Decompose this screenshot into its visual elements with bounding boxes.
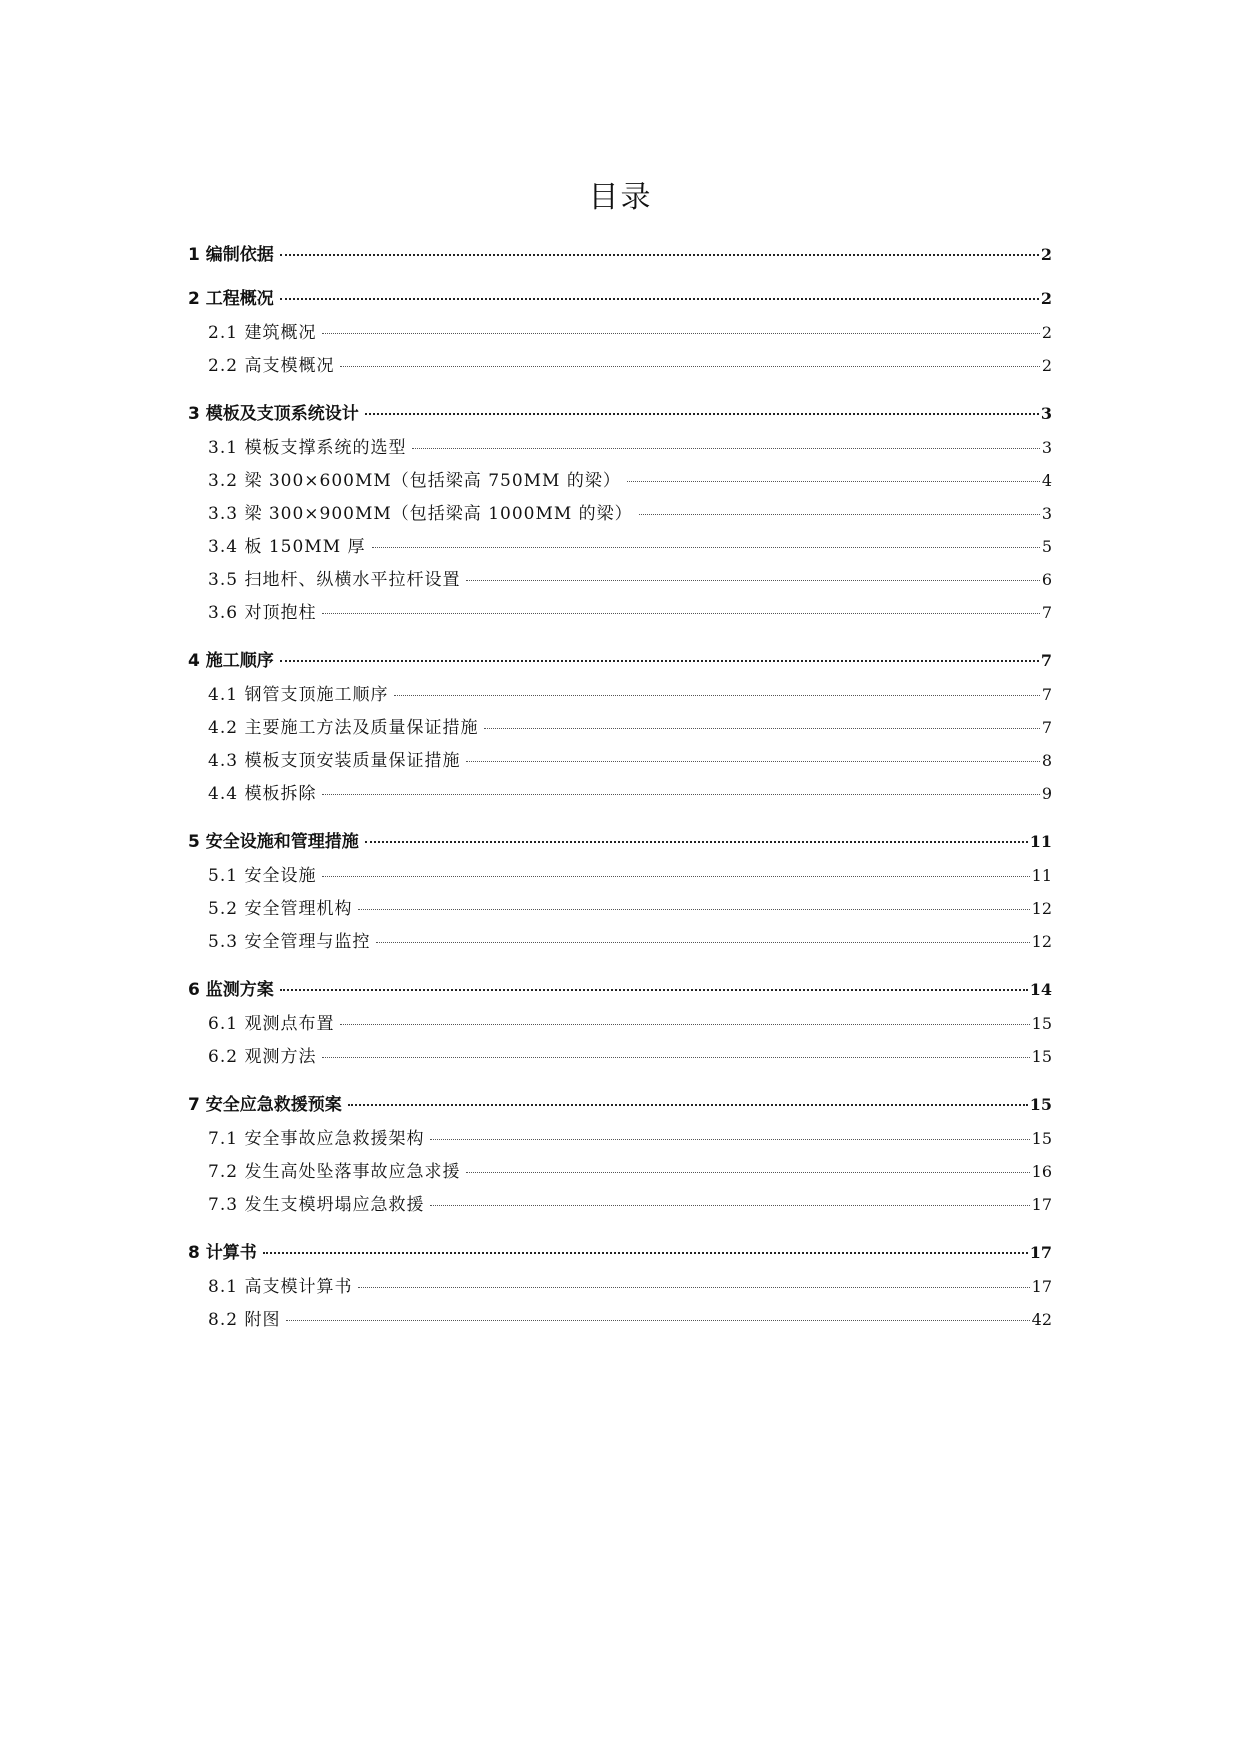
toc-page-number: 4 [1041,471,1052,490]
toc-dot-leader [358,1287,1029,1288]
toc-dot-leader [280,254,1039,256]
toc-entry-title: 2 工程概况 [188,289,274,309]
toc-page-number: 5 [1041,537,1052,556]
toc-page-number: 2 [1041,356,1052,375]
toc-entry-title: 6.2 观测方法 [208,1047,317,1067]
toc-page-number: 7 [1041,718,1052,737]
toc-dot-leader [358,909,1029,910]
toc-entry-title: 4.2 主要施工方法及质量保证措施 [208,718,479,738]
toc-page-number: 17 [1031,1277,1052,1296]
toc-entry-title: 5.1 安全设施 [208,866,317,886]
toc-dot-leader [280,298,1039,300]
toc-page-number: 15 [1031,1047,1052,1066]
toc-entry-title: 4.1 钢管支顶施工顺序 [208,685,389,705]
toc-page-number: 8 [1041,751,1052,770]
toc-page-number: 17 [1031,1195,1052,1214]
toc-entry-title: 4 施工顺序 [188,651,274,671]
toc-dot-leader [322,1057,1029,1058]
toc-section-entry[interactable] [188,713,1052,746]
toc-entry-title: 8.2 附图 [208,1310,281,1330]
toc-entry-title: 5.2 安全管理机构 [208,899,353,919]
toc-page-number: 2 [1041,323,1052,342]
toc-entry-title: 7.2 发生高处坠落事故应急求援 [208,1162,461,1182]
toc-page-number: 42 [1031,1310,1052,1329]
toc-entry-title: 3.1 模板支撑系统的选型 [208,438,407,458]
toc-entry-title: 6 监测方案 [188,980,274,1000]
toc-entry-title: 1 编制依据 [188,245,274,265]
toc-chapter-entry[interactable] [188,646,1052,675]
page-title: 目录 [588,180,653,215]
toc-entry-title: 7.1 安全事故应急救援架构 [208,1129,425,1149]
toc-section-entry[interactable] [188,1190,1052,1223]
toc-dot-leader [394,695,1039,696]
toc-entry-title: 4.4 模板拆除 [208,784,317,804]
toc-dot-leader [484,728,1039,729]
toc-section-entry[interactable] [188,565,1052,598]
toc-section-entry[interactable] [188,499,1052,532]
toc-entry-title: 8.1 高支模计算书 [208,1277,353,1297]
toc-section-entry[interactable] [188,1124,1052,1157]
toc-page-number: 3 [1040,404,1052,423]
toc-dot-leader [280,660,1039,662]
toc-dot-leader [280,989,1028,991]
toc-section-entry[interactable] [188,1305,1052,1338]
toc-section-entry[interactable] [188,861,1052,894]
toc-page-number: 15 [1031,1129,1052,1148]
toc-page-number: 15 [1031,1014,1052,1033]
toc-section-entry[interactable] [188,466,1052,499]
toc-entry-title: 3.4 板 150MM 厚 [208,537,366,557]
toc-chapter-entry[interactable] [188,399,1052,428]
toc-entry-title: 3.2 梁 300×600MM（包括梁高 750MM 的梁） [208,471,621,491]
toc-section-entry[interactable] [188,318,1052,351]
toc-dot-leader [627,481,1040,482]
toc-page-number: 7 [1041,685,1052,704]
toc-section-entry[interactable] [188,746,1052,779]
toc-dot-leader [430,1139,1029,1140]
toc-dot-leader [340,366,1039,367]
toc-dot-leader [322,333,1039,334]
toc-dot-leader [466,761,1039,762]
toc-entry-title: 2.2 高支模概况 [208,356,335,376]
toc-section-entry[interactable] [188,433,1052,466]
toc-dot-leader [430,1205,1029,1206]
toc-entry-title: 2.1 建筑概况 [208,323,317,343]
toc-page-number: 9 [1041,784,1052,803]
toc-dot-leader [348,1104,1028,1106]
toc-section-entry[interactable] [188,1042,1052,1075]
toc-section-entry[interactable] [188,927,1052,960]
toc-entry-title: 6.1 观测点布置 [208,1014,335,1034]
toc-section-entry[interactable] [188,1272,1052,1305]
toc-chapter-entry[interactable] [188,975,1052,1004]
toc-chapter-entry[interactable] [188,1238,1052,1267]
toc-dot-leader [365,413,1039,415]
toc-dot-leader [376,942,1029,943]
toc-section-entry[interactable] [188,779,1052,812]
table-of-contents [188,240,1052,1338]
toc-page-number: 12 [1031,932,1052,951]
toc-section-entry[interactable] [188,351,1052,384]
toc-section-entry[interactable] [188,894,1052,927]
toc-entry-title: 7 安全应急救援预案 [188,1095,342,1115]
toc-page-number: 7 [1040,651,1052,670]
toc-section-entry[interactable] [188,1157,1052,1190]
toc-page-number: 11 [1029,832,1052,851]
toc-page-number: 2 [1040,289,1052,308]
toc-dot-leader [340,1024,1029,1025]
toc-page-number: 3 [1041,438,1052,457]
toc-chapter-entry[interactable] [188,284,1052,313]
toc-page-number: 2 [1040,245,1052,264]
toc-page-number: 12 [1031,899,1052,918]
toc-page-number: 7 [1041,603,1052,622]
toc-section-entry[interactable] [188,598,1052,631]
toc-page-number: 17 [1029,1243,1052,1262]
toc-entry-title: 7.3 发生支模坍塌应急救援 [208,1195,425,1215]
toc-dot-leader [372,547,1040,548]
toc-chapter-entry[interactable] [188,1090,1052,1119]
toc-dot-leader [263,1252,1028,1254]
toc-page-number: 11 [1031,866,1052,885]
toc-entry-title: 3.3 梁 300×900MM（包括梁高 1000MM 的梁） [208,504,633,524]
toc-dot-leader [412,448,1039,449]
toc-entry-title: 3.5 扫地杆、纵横水平拉杆设置 [208,570,461,590]
toc-dot-leader [466,580,1039,581]
toc-page-number: 16 [1031,1162,1052,1181]
toc-entry-title: 3.6 对顶抱柱 [208,603,317,623]
toc-entry-title: 8 计算书 [188,1243,257,1263]
toc-entry-title: 4.3 模板支顶安装质量保证措施 [208,751,461,771]
toc-dot-leader [639,514,1040,515]
toc-page-number: 15 [1029,1095,1052,1114]
toc-dot-leader [322,794,1039,795]
toc-page-number: 3 [1041,504,1052,523]
toc-section-entry[interactable] [188,1009,1052,1042]
toc-page-number: 6 [1041,570,1052,589]
toc-dot-leader [322,876,1029,877]
toc-entry-title: 3 模板及支顶系统设计 [188,404,359,424]
toc-dot-leader [365,841,1028,843]
toc-dot-leader [322,613,1039,614]
toc-dot-leader [466,1172,1029,1173]
toc-page-number: 14 [1029,980,1052,999]
toc-chapter-entry[interactable] [188,827,1052,856]
toc-entry-title: 5.3 安全管理与监控 [208,932,371,952]
toc-chapter-entry[interactable] [188,240,1052,269]
toc-section-entry[interactable] [188,532,1052,565]
toc-section-entry[interactable] [188,680,1052,713]
toc-dot-leader [286,1320,1029,1321]
toc-entry-title: 5 安全设施和管理措施 [188,832,359,852]
